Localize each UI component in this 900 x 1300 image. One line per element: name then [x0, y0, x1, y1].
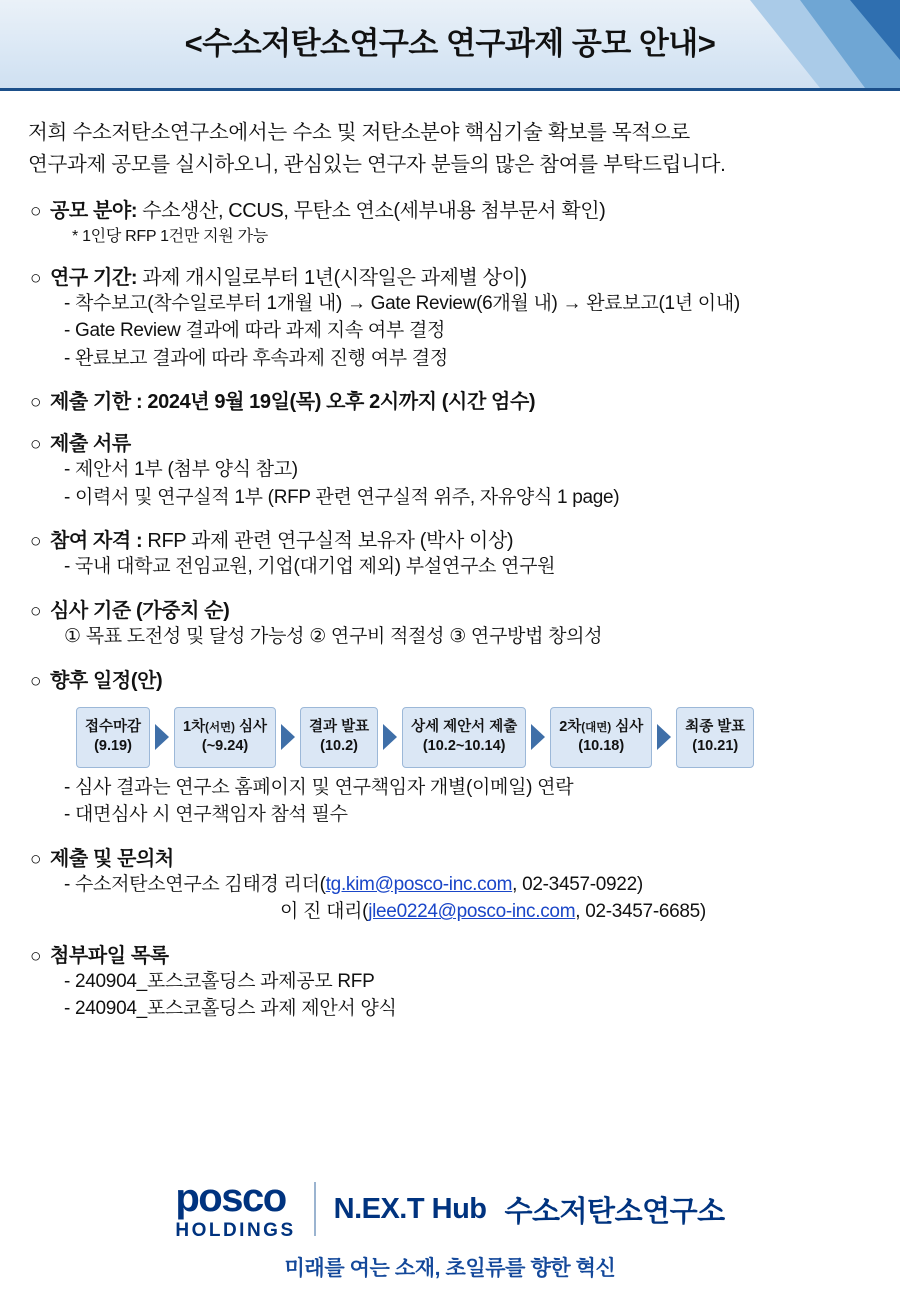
- flow-arrow-icon: [657, 724, 671, 750]
- bullet-icon: ○: [30, 945, 42, 967]
- posco-holdings-text: HOLDINGS: [175, 1220, 296, 1241]
- footer-divider: [314, 1182, 316, 1236]
- section-text: 수소생산, CCUS, 무탄소 연소(세부내용 첨부문서 확인): [137, 199, 606, 222]
- section-eligibility: [30, 524, 870, 581]
- schedule-step: [300, 707, 378, 768]
- email-link-kim[interactable]: tg.kim@posco-inc.com: [325, 873, 513, 895]
- contact-prefix: 이 진 대리(: [280, 901, 369, 923]
- schedule-step-label2: 심사: [611, 718, 644, 735]
- section-item: - 이력서 및 연구실적 1부 (RFP 관련 연구실적 위주, 자유양식 1 page): [64, 486, 620, 508]
- section-contact: [30, 842, 870, 926]
- section-title: 제출 및 문의처: [50, 847, 174, 870]
- flow-arrow-icon: [281, 724, 295, 750]
- page-header: [0, 0, 900, 91]
- section-title: 제출 기한 : 2024년 9월 19일(목) 오후 2시까지 (시간 엄수): [50, 391, 536, 414]
- section-title: 향후 일정(안): [50, 669, 163, 692]
- schedule-step-label: 2차: [559, 718, 582, 735]
- page-footer: [0, 1178, 900, 1282]
- bullet-icon: ○: [30, 267, 42, 289]
- schedule-step: [676, 707, 754, 768]
- next-hub-label: N.EX.T Hub: [333, 1192, 487, 1225]
- schedule-step-label: 상세 제안서 제출: [411, 718, 518, 735]
- section-schedule: [30, 664, 870, 829]
- contact-prefix: - 수소저탄소연구소 김태경 리더(: [64, 873, 326, 895]
- schedule-step-label2: 심사: [235, 718, 268, 735]
- schedule-step-date: (9.19): [94, 738, 132, 755]
- section-title: 첨부파일 목록: [50, 944, 169, 967]
- section-title: 참여 자격 :: [50, 530, 143, 553]
- schedule-step: [174, 707, 276, 768]
- section-title: 공모 분야:: [50, 199, 138, 222]
- contact-suffix: , 02-3457-0922): [512, 873, 643, 895]
- flow-arrow-icon: [531, 724, 545, 750]
- schedule-step-sub: (서면): [205, 721, 235, 734]
- bullet-icon: ○: [30, 848, 42, 870]
- section-title: 제출 서류: [50, 433, 131, 456]
- schedule-step: [550, 707, 652, 768]
- section-item: - 제안서 1부 (첨부 양식 참고): [64, 459, 298, 481]
- section-criteria: [30, 594, 870, 651]
- schedule-flow: [76, 707, 870, 768]
- schedule-step: [76, 707, 150, 768]
- intro-line-2: 연구과제 공모를 실시하오니, 관심있는 연구자 분들의 많은 참여를 부탁드립니다.: [28, 152, 726, 176]
- contact-line-2: [280, 898, 870, 926]
- section-documents: [30, 427, 870, 511]
- flow-arrow-icon: [155, 724, 169, 750]
- schedule-step-label: 결과 발표: [309, 718, 370, 735]
- section-title: 심사 기준 (가중치 순): [50, 600, 230, 622]
- section-title: 연구 기간:: [50, 266, 138, 289]
- schedule-step-date: (10.2): [320, 738, 359, 755]
- bullet-icon: ○: [30, 531, 42, 553]
- schedule-step-date: (~9.24): [201, 738, 249, 755]
- schedule-step: [402, 707, 526, 768]
- section-text: 과제 개시일로부터 1년(시작일은 과제별 상이): [137, 266, 527, 289]
- section-item: - 완료보고 결과에 따라 후속과제 진행 여부 결정: [64, 347, 448, 369]
- lab-name-label: 수소저탄소연구소: [504, 1195, 725, 1228]
- section-item: ① 목표 도전성 및 달성 가능성 ② 연구비 적절성 ③ 연구방법 창의성: [64, 626, 603, 647]
- attachment-item: - 240904_포스코홀딩스 과제공모 RFP: [64, 970, 375, 992]
- section-item: - 착수보고(착수일로부터 1개월 내) → Gate Review(6개월 내) → 완료보고(1년 이내): [64, 292, 740, 314]
- bullet-icon: ○: [30, 670, 42, 692]
- schedule-step-sub: (대면): [581, 721, 612, 734]
- schedule-note: - 심사 결과는 연구소 홈페이지 및 연구책임자 개별(이메일) 연락: [64, 776, 574, 798]
- schedule-step-date: (10.2~10.14): [422, 738, 506, 755]
- section-field: [30, 194, 870, 248]
- section-note: * 1인당 RFP 1건만 지원 가능: [72, 227, 268, 245]
- bullet-icon: ○: [30, 434, 42, 456]
- intro-line-1: 저희 수소저탄소연구소에서는 수소 및 저탄소분야 핵심기술 확보를 목적으로: [28, 121, 690, 144]
- section-text: RFP 과제 관련 연구실적 보유자 (박사 이상): [142, 530, 514, 553]
- section-period: [30, 261, 870, 373]
- flow-arrow-icon: [383, 724, 397, 750]
- footer-slogan: 미래를 여는 소재, 초일류를 향한 혁신: [284, 1257, 616, 1280]
- bullet-icon: ○: [30, 392, 42, 414]
- bullet-icon: ○: [30, 601, 42, 622]
- email-link-lee[interactable]: jlee0224@posco-inc.com: [368, 901, 576, 923]
- contact-line-1: [64, 871, 870, 899]
- section-deadline: [30, 385, 870, 414]
- bullet-icon: ○: [30, 200, 42, 222]
- section-item: - 국내 대학교 전임교원, 기업(대기업 제외) 부설연구소 연구원: [64, 556, 556, 578]
- section-item: - Gate Review 결과에 따라 과제 지속 여부 결정: [64, 320, 446, 342]
- content-body: [30, 194, 870, 1023]
- schedule-step-date: (10.21): [692, 738, 739, 755]
- footer-logo-row: [0, 1178, 900, 1240]
- posco-holdings-logo: [175, 1178, 295, 1240]
- section-attachments: [30, 939, 870, 1023]
- posco-wordmark: posco: [175, 1176, 286, 1220]
- schedule-step-date: (10.18): [578, 738, 625, 755]
- attachment-item: - 240904_포스코홀딩스 과제 제안서 양식: [64, 998, 397, 1020]
- intro-paragraph: [28, 117, 872, 181]
- schedule-note: - 대면심사 시 연구책임자 참석 필수: [64, 804, 348, 826]
- contact-suffix: , 02-3457-6685): [575, 901, 706, 923]
- schedule-step-label: 접수마감: [85, 718, 142, 735]
- page-title: <수소저탄소연구소 연구과제 공모 안내>: [184, 26, 716, 61]
- schedule-step-label: 최종 발표: [685, 718, 746, 735]
- schedule-step-label: 1차: [183, 718, 206, 735]
